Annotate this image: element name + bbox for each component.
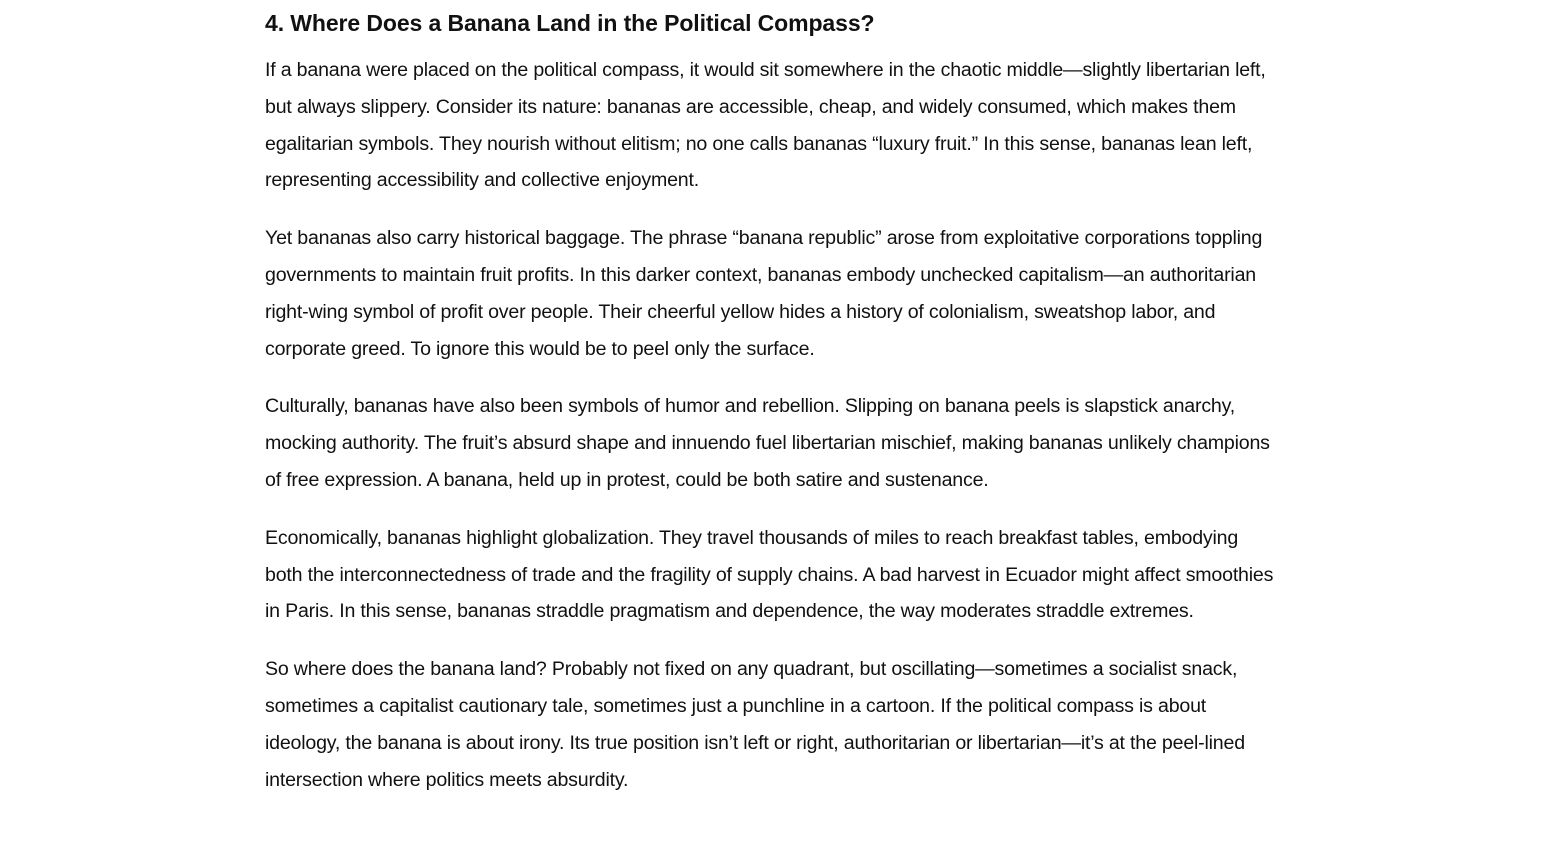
paragraph-economic-globalization: Economically, bananas highlight globalization. They travel thousands of miles to reach breakfast tables, embodying both the interconnectedness of trade and the fragility of supply chains. A bad harvest in Ecuador might affect smoothies in Paris. In this sense, bananas straddle pragmatism and dependence, the way moderates straddle extremes.: [265, 526, 1274, 623]
section-heading: 4. Where Does a Banana Land in the Political Compass?: [265, 10, 875, 36]
paragraph-historical-baggage: Yet bananas also carry historical baggage. The phrase “banana republic” arose from exploitative corporations toppling governments to maintain fruit profits. In this darker context, bananas embody unchecked capitalism—an authoritarian right-wing symbol of profit over people. Their cheerful yellow hides a history of colonialism, sweatshop labor, and corporate greed. To ignore this would be to peel only the surface.: [265, 227, 1263, 360]
paragraph-conclusion: So where does the banana land? Probably not fixed on any quadrant, but oscillating—sometimes a socialist snack, sometimes a capitalist cautionary tale, sometimes just a punchline in a cartoon. If the political compass is about ideology, the banana is about irony. Its true position isn’t left or right, authoritarian or libertarian—it’s at the peel-lined intersection where politics meets absurdity.: [265, 658, 1245, 791]
article-section: [265, 0, 1275, 798]
paragraph-cultural-humor: Culturally, bananas have also been symbols of humor and rebellion. Slipping on banana peels is slapstick anarchy, mocking authority. The fruit’s absurd shape and innuendo fuel libertarian mischief, making bananas unlikely champions of free expression. A banana, held up in protest, could be both satire and sustenance.: [265, 395, 1270, 491]
paragraph-political-placement: If a banana were placed on the political compass, it would sit somewhere in the chaotic middle—slightly libertarian left, but always slippery. Consider its nature: bananas are accessible, cheap, and widely consumed, which makes them egalitarian symbols. They nourish without elitism; no one calls bananas “luxury fruit.” In this sense, bananas lean left, representing accessibility and collective enjoyment.: [265, 59, 1266, 192]
